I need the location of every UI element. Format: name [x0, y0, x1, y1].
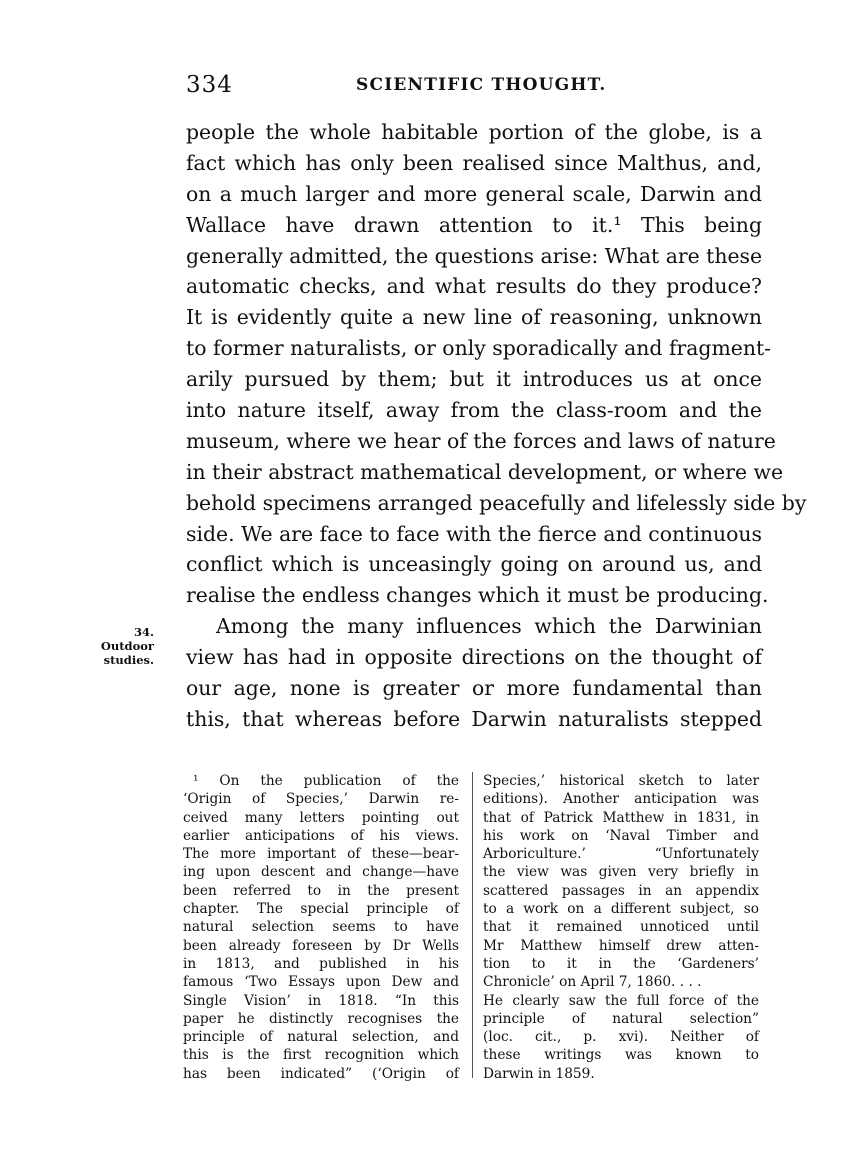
- footnote-column-left: [183, 772, 459, 1083]
- footnote-line: ceived many letters pointing out: [183, 809, 459, 826]
- page-number: 334: [186, 72, 233, 98]
- footnote-line: Mr Matthew himself drew atten-: [483, 937, 759, 954]
- body-line: Among the many influences which the Darwinian: [216, 614, 762, 639]
- footnote-line: ing upon descent and change—have: [183, 864, 459, 881]
- page-header: [186, 72, 762, 102]
- footnote-line: scattered passages in an appendix: [483, 882, 759, 899]
- footnote-line: in 1813, and published in his: [183, 955, 459, 972]
- body-line: in their abstract mathematical development, or where we: [186, 459, 784, 484]
- footnote-line: that it remained unnoticed until: [483, 919, 759, 936]
- footnote-line: natural selection seems to have: [183, 919, 459, 936]
- body-line: generally admitted, the questions arise: What are these: [186, 243, 763, 268]
- footnote-line: Single Vision’ in 1818. “In this: [183, 992, 459, 1009]
- footnote-line: The more important of these—bear-: [183, 846, 459, 863]
- footnote-line: this is the first recognition which: [183, 1047, 459, 1064]
- footnote-line: these writings was known to: [483, 1047, 759, 1064]
- footnote-line: Darwin in 1859.: [483, 1065, 595, 1082]
- footnote-line: Species,’ historical sketch to later: [483, 773, 759, 789]
- footnote-line: famous ‘Two Essays upon Dew and: [183, 974, 459, 991]
- footnote-line: Arboriculture.’ “Unfortunately: [483, 846, 759, 863]
- footnote-line: principle of natural selection, and: [183, 1029, 459, 1046]
- margin-note-number: 34.: [133, 625, 154, 639]
- body-line: to former naturalists, or only sporadically and fragment-: [186, 336, 772, 361]
- body-line: realise the endless changes which it must be producing.: [186, 583, 769, 608]
- footnote-line: paper he distinctly recognises the: [183, 1010, 459, 1027]
- footnote-line: has been indicated” (‘Origin of: [183, 1065, 459, 1082]
- footnote-line: that of Patrick Matthew in 1831, in: [483, 809, 759, 826]
- footnote-line: He clearly saw the full force of the: [483, 992, 759, 1009]
- footnote-column-right: [483, 772, 759, 1083]
- footnote-line: to a work on a different subject, so: [483, 901, 759, 918]
- body-line: museum, where we hear of the forces and laws of nature: [186, 428, 776, 453]
- body-line: our age, none is greater or more fundamental than: [186, 676, 762, 701]
- footnote-line: been already foreseen by Dr Wells: [183, 937, 459, 954]
- body-line: It is evidently quite a new line of reasoning, unknown: [186, 305, 762, 330]
- footnote-line: tion to it in the ‘Gardeners’: [483, 955, 759, 972]
- footnote-line: (loc. cit., p. xvi). Neither of: [483, 1029, 759, 1046]
- body-line: on a much larger and more general scale, Darwin and: [186, 181, 762, 206]
- footnote-line: editions). Another anticipation was: [483, 791, 759, 808]
- body-line: arily pursued by them; but it introduces us at once: [186, 367, 762, 392]
- footnote-line: ¹ On the publication of the: [193, 773, 459, 789]
- body-line: this, that whereas before Darwin naturalists stepped: [186, 706, 762, 731]
- footnote-line: his work on ‘Naval Timber and: [483, 827, 759, 844]
- body-line: automatic checks, and what results do they produce?: [186, 274, 762, 299]
- body-line: Wallace have drawn attention to it.¹ This being: [186, 212, 762, 237]
- body-line: side. We are face to face with the fierce and continuous: [186, 521, 762, 546]
- footnote-line: ‘Origin of Species,’ Darwin re-: [183, 791, 459, 808]
- body-text: [186, 117, 807, 735]
- body-line: fact which has only been realised since Malthus, and,: [186, 150, 762, 175]
- body-line: conflict which is unceasingly going on around us, and: [186, 552, 762, 577]
- margin-note-line: Outdoor: [100, 639, 154, 653]
- body-line: people the whole habitable portion of the globe, is a: [186, 120, 762, 144]
- body-line: into nature itself, away from the class-room and the: [186, 398, 762, 423]
- footnote-line: been referred to in the present: [183, 882, 459, 899]
- footnotes: [183, 772, 765, 1082]
- footnote-line: Chronicle’ on April 7, 1860. . . .: [483, 974, 702, 991]
- body-line: view has had in opposite directions on the thought of: [186, 645, 762, 670]
- footnote-line: earlier anticipations of his views.: [183, 827, 459, 844]
- margin-note-line: studies.: [103, 653, 154, 667]
- body-line: behold specimens arranged peacefully and lifelessly side by: [186, 490, 807, 515]
- footnote-line: the view was given very briefly in: [483, 864, 759, 881]
- running-title: SCIENTIFIC THOUGHT.: [356, 75, 607, 95]
- footnote-line: principle of natural selection”: [483, 1010, 759, 1027]
- footnote-line: chapter. The special principle of: [183, 901, 459, 918]
- footnote-divider: [472, 772, 473, 1078]
- margin-note: [80, 625, 154, 667]
